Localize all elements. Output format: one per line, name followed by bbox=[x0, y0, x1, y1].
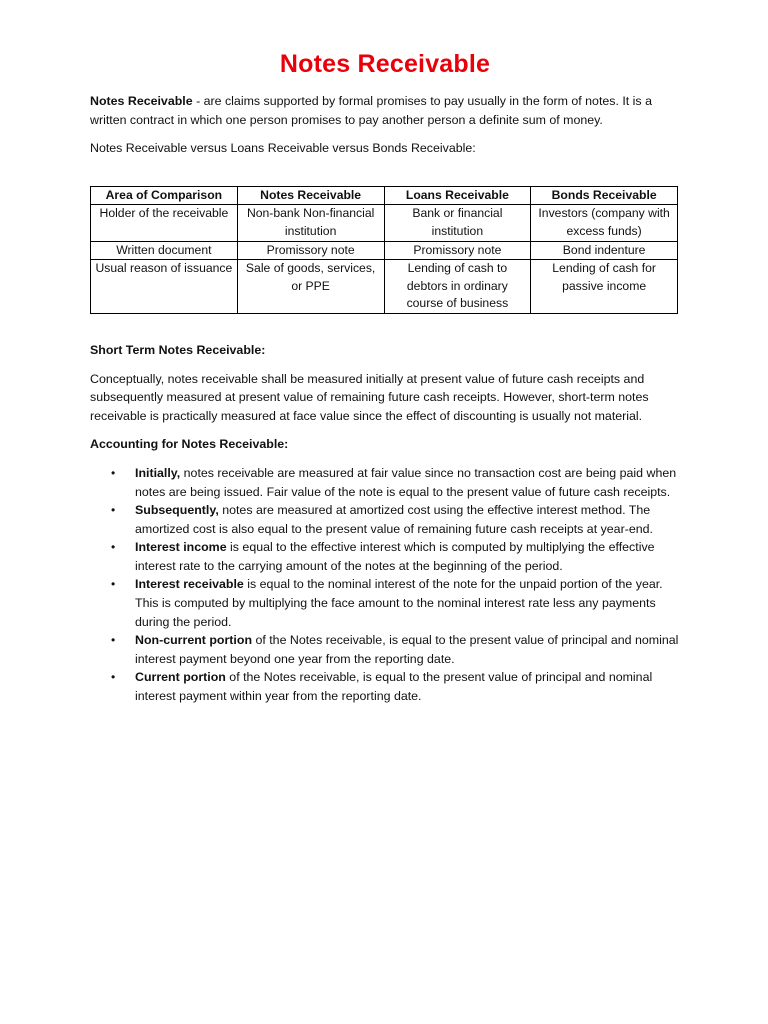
intro-paragraph bbox=[90, 92, 680, 129]
list-item-term: Subsequently, bbox=[135, 503, 219, 518]
list-item-text: of the Notes receivable, is equal to the present value of principal and nominal interest payment beyond one year from the reporting date. bbox=[135, 633, 679, 666]
list-item-text: of the Notes receivable, is equal to the present value of principal and nominal interest payment within year from the reporting date. bbox=[135, 670, 653, 704]
table-cell: Lending of cash for passive income bbox=[531, 260, 678, 314]
list-item-text: notes are measured at amortized cost using the effective interest method. The amortized cost is also equal to the present value of remaining future cash receipts at year-end. bbox=[135, 503, 653, 536]
table-header-cell: Bonds Receivable bbox=[531, 186, 678, 205]
comparison-intro: Notes Receivable versus Loans Receivable versus Bonds Receivable: bbox=[90, 141, 476, 156]
list-item-text: is equal to the nominal interest of the note for the unpaid portion of the year. This is computed by multiplying the face amount to the nominal interest rate less any payments during the period. bbox=[135, 577, 663, 629]
table-header-row bbox=[91, 186, 678, 205]
table-header-cell: Area of Comparison bbox=[91, 186, 238, 205]
list-item-term: Initially, bbox=[135, 465, 181, 480]
table-cell: Promissory note bbox=[384, 241, 531, 260]
accounting-heading: Accounting for Notes Receivable: bbox=[90, 437, 289, 452]
table-header-cell: Notes Receivable bbox=[237, 186, 384, 205]
page-title: Notes Receivable bbox=[279, 50, 491, 78]
table-cell: Investors (company with excess funds) bbox=[531, 205, 678, 241]
bullet-icon: • bbox=[111, 540, 116, 555]
list-item-term: Interest receivable bbox=[135, 577, 244, 592]
bullet-icon: • bbox=[111, 577, 116, 592]
short-term-paragraph: Conceptually, notes receivable shall be measured initially at present value of future cash receipts and subsequently measured at present value of remaining future cash receipts. However, short-term notes receivable is practically measured at face value since the effect of discounting is usually not material. bbox=[90, 371, 649, 423]
table-cell: Lending of cash to debtors in ordinary course of business bbox=[384, 260, 531, 314]
intro-text: - are claims supported by formal promises to pay usually in the form of notes. It is a written contract in which one person promises to pay another person a definite sum of money. bbox=[90, 94, 652, 127]
table-cell: Holder of the receivable bbox=[91, 205, 238, 241]
bullet-icon: • bbox=[111, 670, 116, 685]
bullet-icon: • bbox=[111, 465, 116, 480]
list-item bbox=[111, 631, 680, 668]
document-page bbox=[90, 48, 680, 706]
bullet-icon: • bbox=[111, 633, 116, 648]
table-row bbox=[91, 260, 678, 314]
list-item bbox=[111, 668, 680, 705]
list-item bbox=[111, 575, 680, 631]
list-item-term: Non-current portion bbox=[135, 633, 253, 648]
table-cell: Sale of goods, services, or PPE bbox=[237, 260, 384, 314]
intro-term: Notes Receivable bbox=[90, 94, 193, 108]
list-item bbox=[111, 464, 680, 501]
table-cell: Written document bbox=[91, 241, 238, 260]
list-item-term: Interest income bbox=[135, 540, 227, 555]
table-header-cell: Loans Receivable bbox=[384, 186, 531, 205]
table-cell: Bank or financial institution bbox=[384, 205, 531, 241]
short-term-heading: Short Term Notes Receivable: bbox=[90, 342, 266, 357]
accounting-list bbox=[90, 464, 680, 706]
list-item-text: notes receivable are measured at fair value since no transaction cost are being paid when notes are being issued. Fair value of the note is equal to the present value of future cash receipts. bbox=[135, 465, 677, 499]
comparison-table bbox=[90, 186, 678, 314]
table-cell: Bond indenture bbox=[531, 241, 678, 260]
bullet-icon: • bbox=[111, 503, 116, 518]
table-row bbox=[91, 241, 678, 260]
list-item-text: is equal to the effective interest which is computed by multiplying the effective interest rate to the carrying amount of the notes at the beginning of the period. bbox=[135, 540, 655, 573]
table-row bbox=[91, 205, 678, 241]
table-cell: Promissory note bbox=[237, 241, 384, 260]
table-cell: Usual reason of issuance bbox=[91, 260, 238, 314]
list-item-term: Current portion bbox=[135, 670, 226, 685]
list-item bbox=[111, 501, 680, 538]
table-cell: Non-bank Non-financial institution bbox=[237, 205, 384, 241]
list-item bbox=[111, 538, 680, 575]
